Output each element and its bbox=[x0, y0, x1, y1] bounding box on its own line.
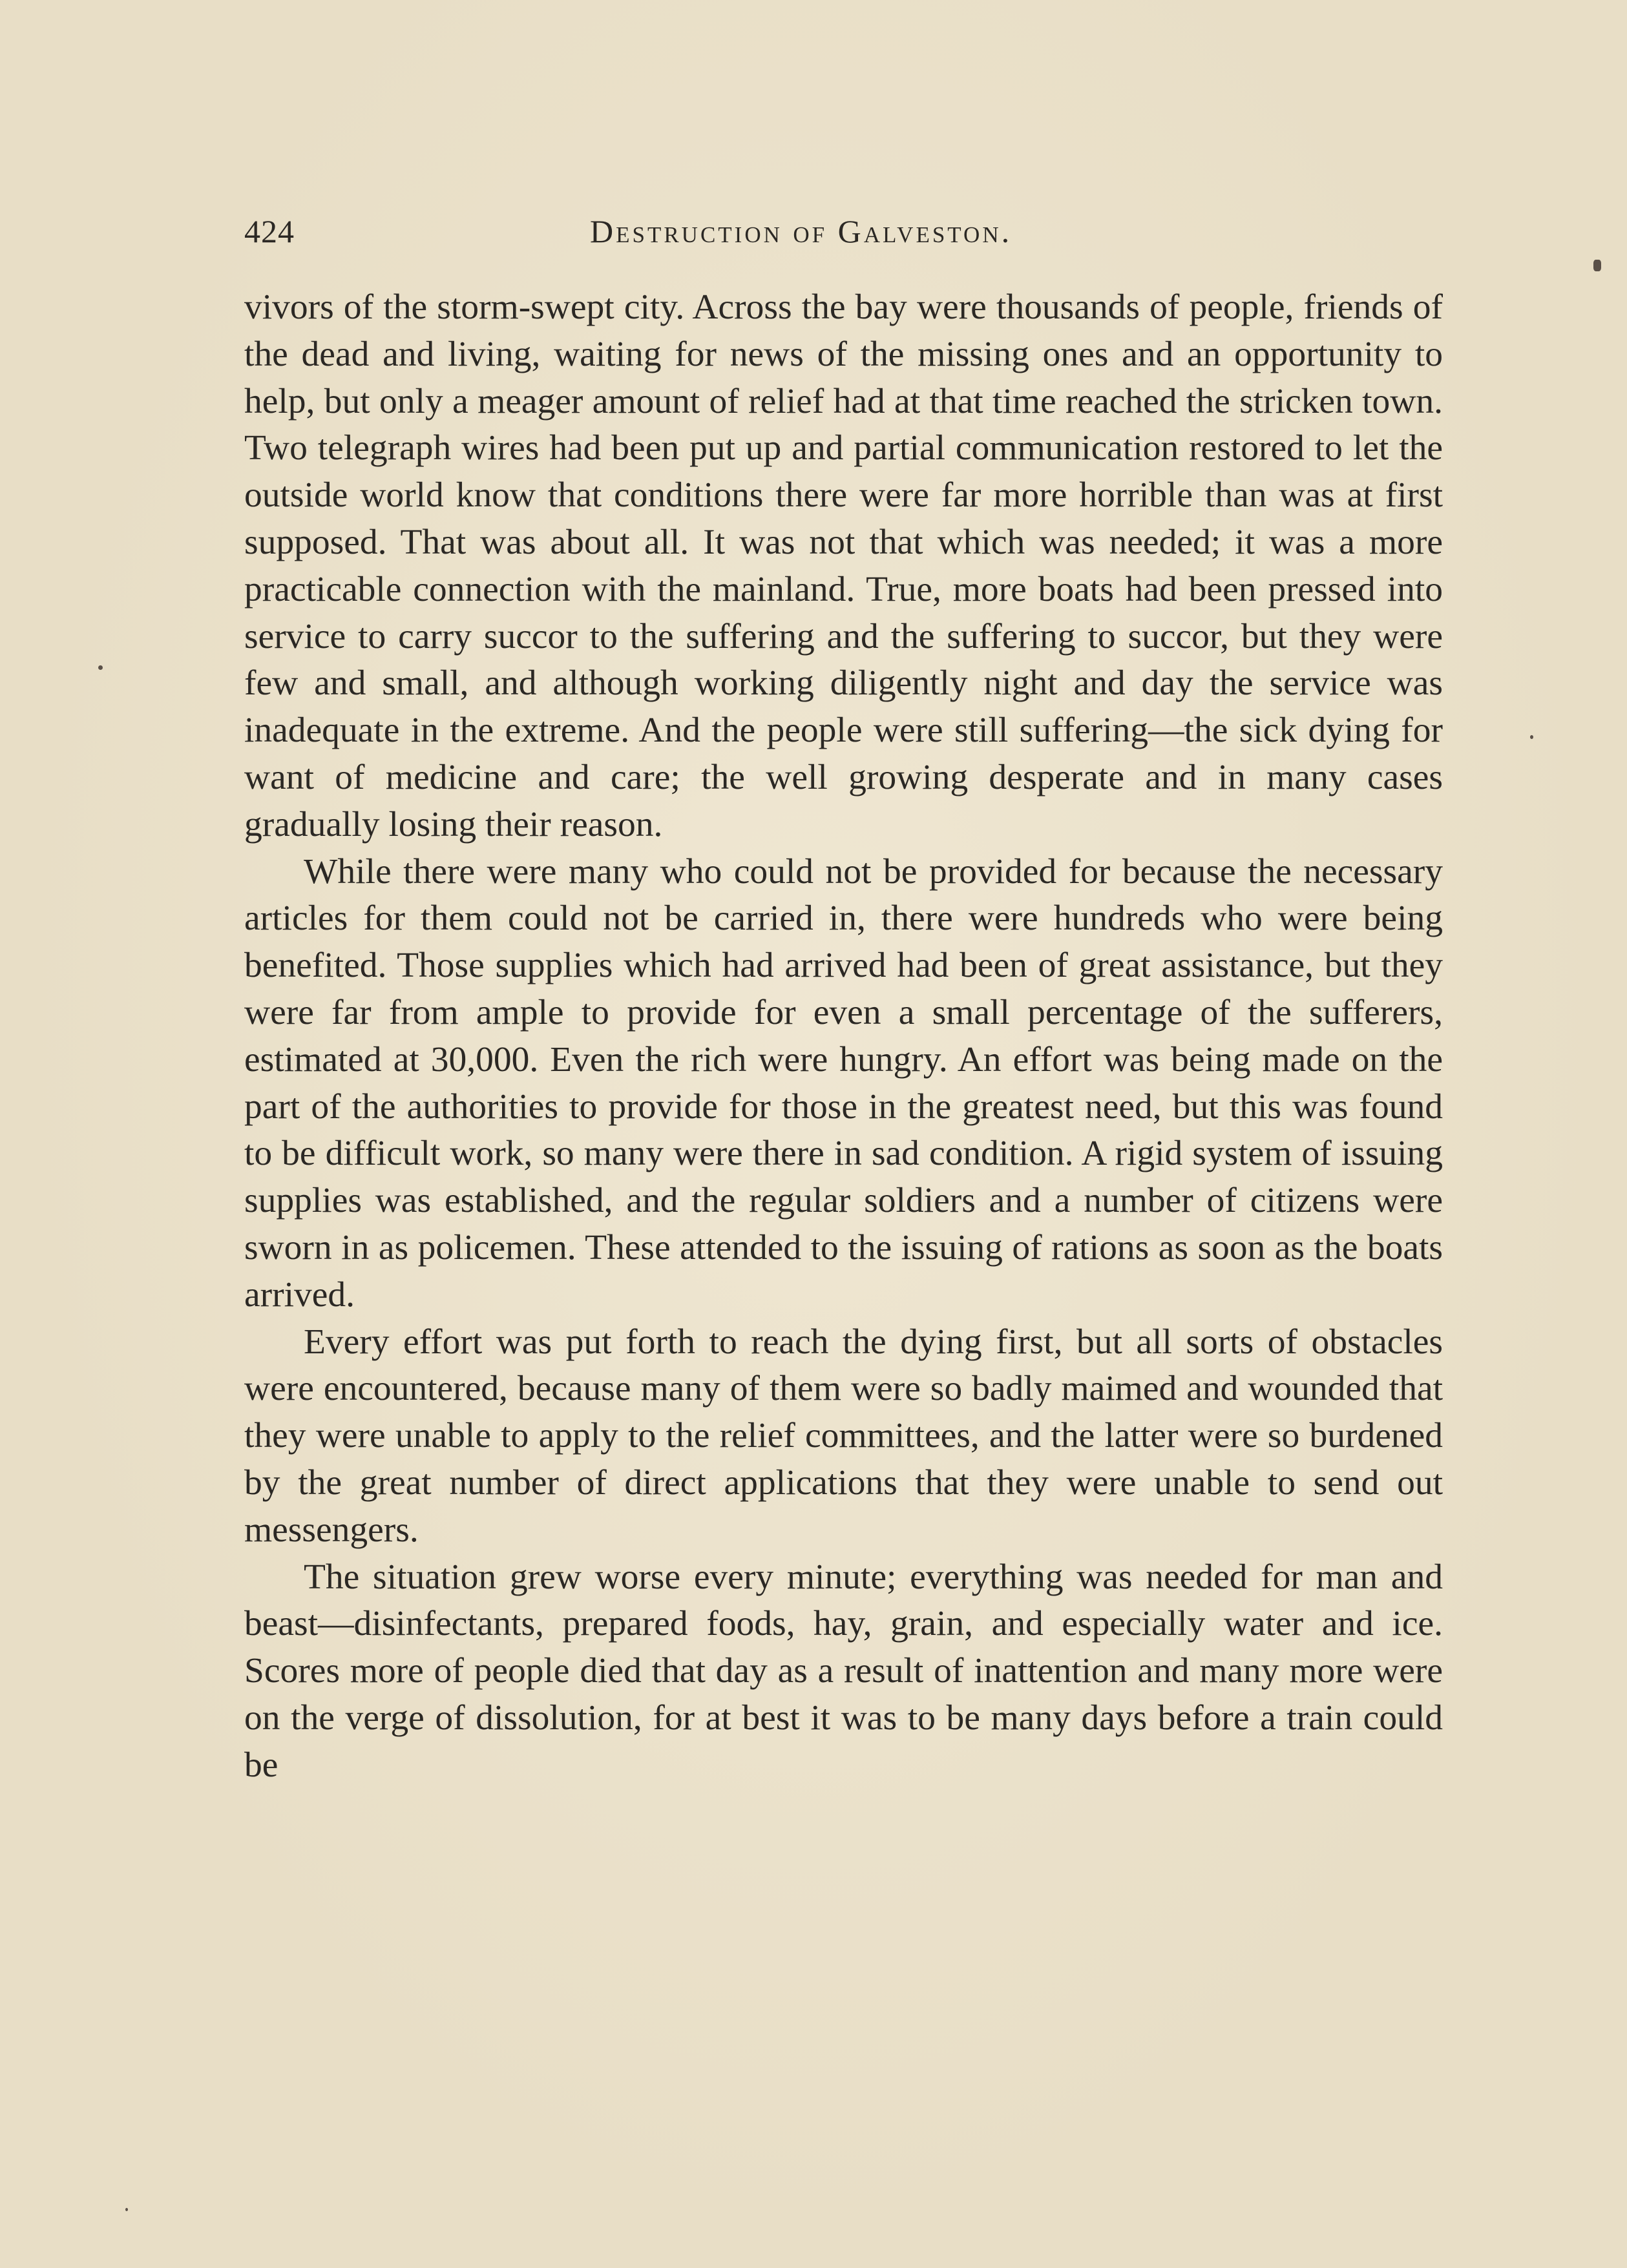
paper-speck bbox=[98, 665, 103, 670]
page-number: 424 bbox=[244, 213, 295, 249]
paragraph-4: The situation grew worse every minute; everything was needed for man and beast—disinfectants, prepared foods, hay, grain, and especially water and ice. Scores more of people died that day as a result of inattention and many more were on the verge of dissolution, for at best it was to be many days before a train could be bbox=[244, 1557, 1443, 1785]
running-head bbox=[244, 205, 1443, 257]
paper-speck bbox=[1530, 735, 1533, 739]
paper-speck bbox=[1593, 260, 1601, 271]
paper-speck bbox=[125, 2208, 128, 2211]
paragraph-1: vivors of the storm-swept city. Across the bay were thousands of people, friends of the dead and living, waiting for news of the missing ones and an opportunity to help, but only a meager amount of relief had at that time reached the stricken town. Two telegraph wires had been put up and partial communication restored to let the outside world know that conditions there were far more horrible than was at first supposed. That was about all. It was not that which was needed; it was a more practicable connection with the mainland. True, more boats had been pressed into service to carry succor to the suffering and the suffering to succor, but they were few and small, and although working diligently night and day the service was inadequate in the extreme. And the people were still suffering—the sick dying for want of medicine and care; the well growing desperate and in many cases gradually losing their reason. bbox=[244, 287, 1443, 844]
paragraph-3: Every effort was put forth to reach the dying first, but all sorts of obstacles were encountered, because many of them were so badly maimed and wounded that they were unable to apply to the relief committees, and the latter were so burdened by the great number of direct applications that they were unable to send out messengers. bbox=[244, 1322, 1443, 1550]
paragraph-2: While there were many who could not be provided for because the necessary articles for them could not be carried in, there were hundreds who were being benefited. Those supplies which had arrived had been of great assistance, but they were far from ample to provide for even a small percentage of the sufferers, estimated at 30,000. Even the rich were hungry. An effort was being made on the part of the authorities to provide for those in the greatest need, but this was found to be difficult work, so many were there in sad condition. A rigid system of issuing supplies was established, and the regular soldiers and a number of citizens were sworn in as policemen. These attended to the issuing of rations as soon as the boats arrived. bbox=[244, 851, 1443, 1315]
body-text bbox=[244, 284, 1443, 1789]
running-title: Destruction of Galveston. bbox=[590, 213, 1013, 249]
